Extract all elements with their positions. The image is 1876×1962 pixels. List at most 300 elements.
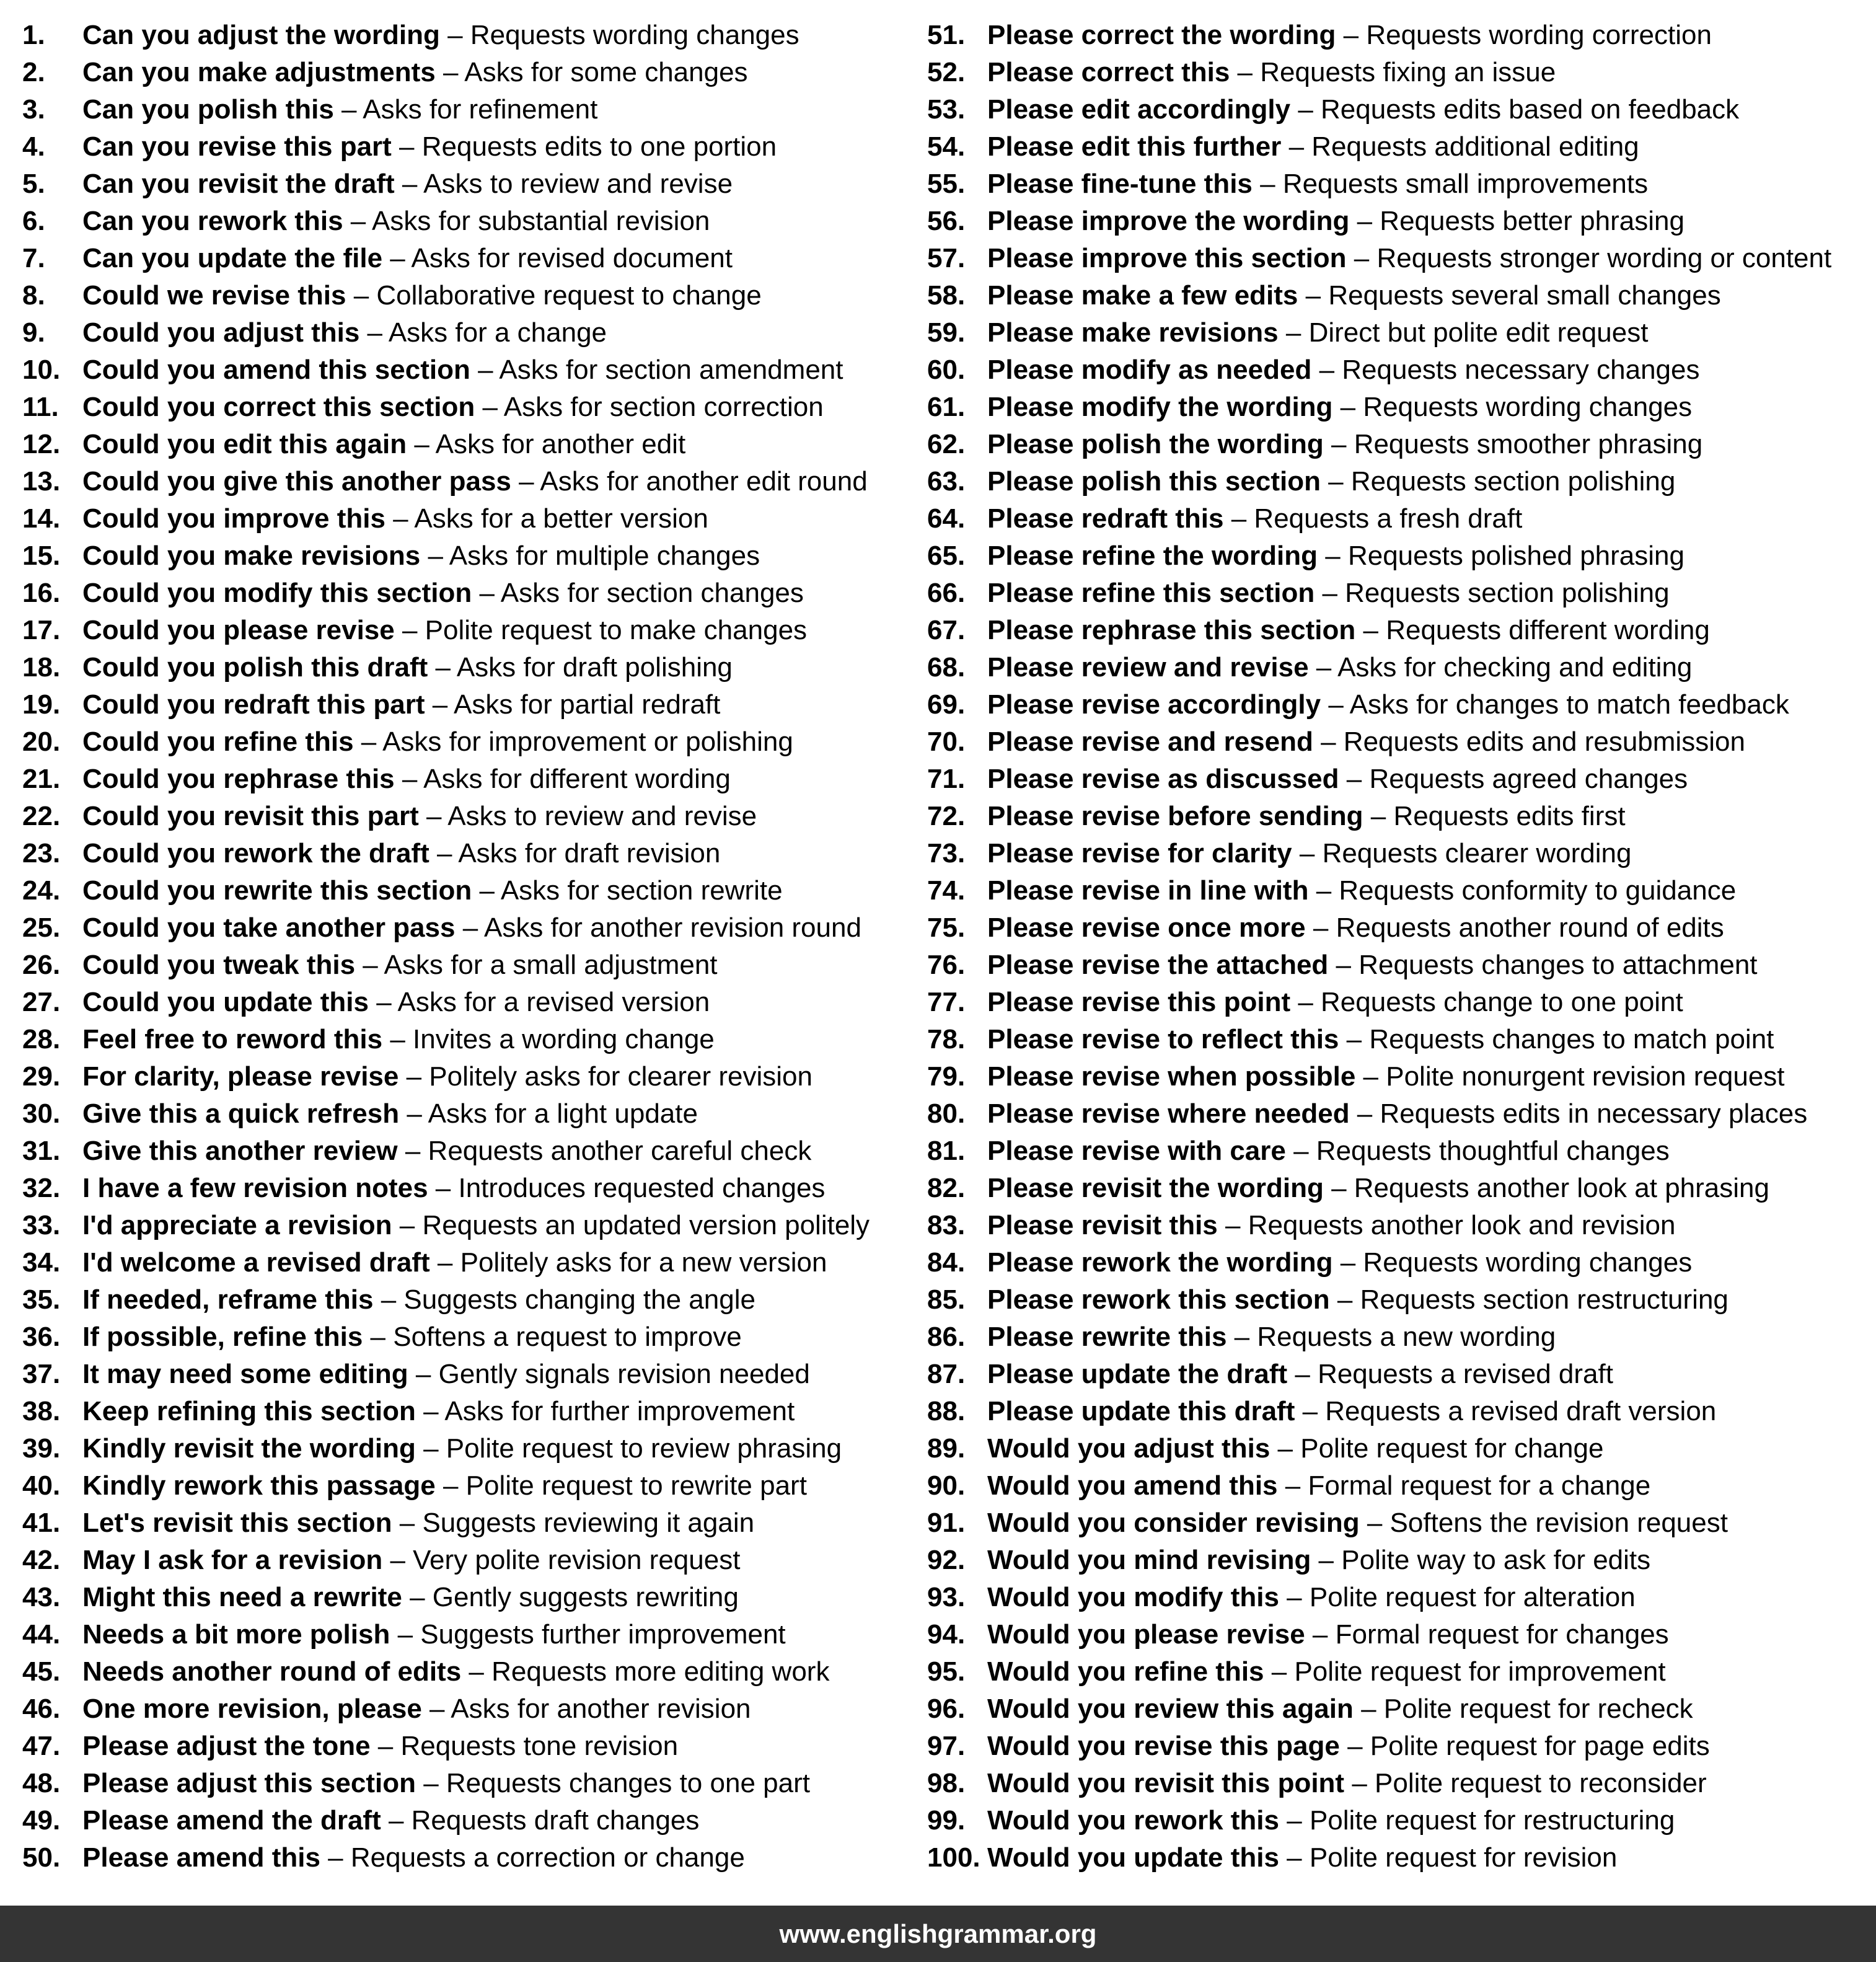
list-item xyxy=(927,761,1869,798)
item-separator: – xyxy=(390,1619,421,1650)
item-separator: – xyxy=(415,1433,446,1464)
item-text xyxy=(82,686,720,723)
list-item xyxy=(927,723,1869,761)
item-phrase: Can you revise this part xyxy=(82,131,392,162)
item-phrase: If needed, reframe this xyxy=(82,1284,374,1315)
item-text xyxy=(987,463,1675,500)
item-phrase: Please revise when possible xyxy=(987,1061,1356,1092)
item-number: 36. xyxy=(22,1322,61,1352)
item-separator: – xyxy=(421,1694,451,1724)
item-phrase: Would you update this xyxy=(987,1842,1279,1873)
item-separator: – xyxy=(1264,1656,1295,1687)
item-phrase: Please revise the attached xyxy=(987,950,1329,980)
item-phrase: Please revise for clarity xyxy=(987,838,1292,868)
item-text xyxy=(987,947,1758,984)
item-number: 94. xyxy=(927,1619,966,1650)
item-phrase: Could you rephrase this xyxy=(82,764,395,794)
item-description: Requests stronger wording or content xyxy=(1376,243,1832,273)
item-separator: – xyxy=(472,875,501,906)
item-number: 9. xyxy=(22,317,45,348)
list-item xyxy=(927,1430,1869,1467)
item-number: 13. xyxy=(22,466,61,497)
item-number: 42. xyxy=(22,1545,61,1575)
item-phrase: Please polish this section xyxy=(987,466,1321,497)
item-description: Asks for improvement or polishing xyxy=(382,727,793,757)
item-text xyxy=(82,1058,812,1095)
list-item xyxy=(22,909,902,947)
item-description: Asks for a light update xyxy=(428,1098,698,1129)
item-text xyxy=(987,612,1710,649)
item-number: 66. xyxy=(927,578,966,608)
item-phrase: Kindly rework this passage xyxy=(82,1470,436,1501)
item-phrase: Please revise before sending xyxy=(987,801,1363,831)
item-text xyxy=(82,1133,811,1170)
item-phrase: Please edit this further xyxy=(987,131,1282,162)
item-number: 30. xyxy=(22,1098,61,1129)
list-item xyxy=(22,277,902,314)
item-text xyxy=(82,1579,739,1616)
list-item xyxy=(22,1579,902,1616)
item-text xyxy=(987,1281,1728,1319)
item-phrase: Could you update this xyxy=(82,987,369,1017)
item-separator: – xyxy=(373,1284,404,1315)
item-separator: – xyxy=(1305,913,1336,943)
item-separator: – xyxy=(1363,801,1394,831)
list-item xyxy=(927,1281,1869,1319)
item-phrase: I have a few revision notes xyxy=(82,1173,428,1203)
item-text xyxy=(987,1319,1556,1356)
item-phrase: Would you refine this xyxy=(987,1656,1264,1687)
item-text xyxy=(82,426,685,463)
item-number: 32. xyxy=(22,1173,61,1203)
list-item xyxy=(22,1021,902,1058)
item-separator: – xyxy=(355,950,384,980)
item-separator: – xyxy=(1278,317,1309,348)
item-phrase: Let's revisit this section xyxy=(82,1508,392,1538)
item-description: Requests thoughtful changes xyxy=(1316,1136,1670,1166)
item-text xyxy=(987,1542,1650,1579)
item-separator: – xyxy=(1353,1694,1384,1724)
list-item xyxy=(927,872,1869,909)
list-item xyxy=(22,1170,902,1207)
item-text xyxy=(82,1690,751,1728)
item-description: Requests a revised draft xyxy=(1318,1359,1613,1389)
item-description: Asks for a revised version xyxy=(397,987,710,1017)
item-number: 18. xyxy=(22,652,61,683)
list-item xyxy=(927,686,1869,723)
list-item xyxy=(22,17,902,54)
item-number: 21. xyxy=(22,764,61,794)
item-text xyxy=(987,872,1736,909)
item-description: Asks for another revision round xyxy=(483,913,861,943)
item-number: 10. xyxy=(22,355,61,385)
list-item xyxy=(927,1058,1869,1095)
list-item xyxy=(22,1690,902,1728)
item-number: 22. xyxy=(22,801,61,831)
item-description: Requests more editing work xyxy=(491,1656,830,1687)
item-description: Requests necessary changes xyxy=(1342,355,1700,385)
item-description: Polite request for change xyxy=(1300,1433,1604,1464)
item-description: Asks for section amendment xyxy=(499,355,843,385)
item-description: Requests wording changes xyxy=(1363,1247,1693,1278)
item-phrase: Please rework this section xyxy=(987,1284,1330,1315)
item-text xyxy=(987,686,1789,723)
item-number: 57. xyxy=(927,243,966,273)
item-text xyxy=(987,1653,1666,1690)
item-separator: – xyxy=(1318,541,1348,571)
item-description: Direct but polite edit request xyxy=(1308,317,1649,348)
item-separator: – xyxy=(1290,94,1321,125)
item-description: Requests conformity to guidance xyxy=(1339,875,1737,906)
list-item xyxy=(927,1244,1869,1281)
item-number: 87. xyxy=(927,1359,966,1389)
list-item xyxy=(927,351,1869,389)
list-item xyxy=(927,389,1869,426)
item-description: Very polite revision request xyxy=(413,1545,741,1575)
list-item xyxy=(22,1430,902,1467)
item-phrase: Could you give this another pass xyxy=(82,466,511,497)
item-phrase: Please correct this xyxy=(987,57,1230,87)
item-description: Asks for another revision xyxy=(451,1694,751,1724)
item-text xyxy=(987,277,1721,314)
list-item xyxy=(927,1095,1869,1133)
item-number: 85. xyxy=(927,1284,966,1315)
item-description: Requests edits in necessary places xyxy=(1380,1098,1808,1129)
item-number: 47. xyxy=(22,1731,61,1761)
item-number: 67. xyxy=(927,615,966,645)
list-item xyxy=(927,203,1869,240)
item-description: Asks to review and revise xyxy=(423,169,733,199)
list-item xyxy=(927,1802,1869,1839)
item-number: 54. xyxy=(927,131,966,162)
list-item xyxy=(927,463,1869,500)
item-phrase: Please refine the wording xyxy=(987,541,1318,571)
item-separator: – xyxy=(1295,1396,1326,1426)
item-text xyxy=(987,500,1522,537)
item-phrase: Please revise to reflect this xyxy=(987,1024,1339,1054)
item-number: 24. xyxy=(22,875,61,906)
item-number: 38. xyxy=(22,1396,61,1426)
item-text xyxy=(82,1319,742,1356)
list-item xyxy=(22,575,902,612)
list-item xyxy=(927,17,1869,54)
item-description: Asks for checking and editing xyxy=(1337,652,1693,683)
item-description: Asks for revised document xyxy=(411,243,733,273)
list-item xyxy=(927,1839,1869,1876)
item-text xyxy=(987,723,1745,761)
item-phrase: Please review and revise xyxy=(987,652,1309,683)
item-text xyxy=(987,1802,1675,1839)
item-description: Asks for section rewrite xyxy=(500,875,783,906)
item-separator: – xyxy=(1321,689,1350,720)
list-item xyxy=(22,91,902,128)
item-phrase: Please revise in line with xyxy=(987,875,1309,906)
item-description: Requests several small changes xyxy=(1328,280,1721,311)
item-text xyxy=(82,240,733,277)
item-number: 46. xyxy=(22,1694,61,1724)
list-item xyxy=(22,1244,902,1281)
item-text xyxy=(987,240,1831,277)
item-phrase: Would you rework this xyxy=(987,1805,1280,1836)
item-number: 26. xyxy=(22,950,61,980)
item-number: 52. xyxy=(927,57,966,87)
item-text xyxy=(82,984,710,1021)
item-separator: – xyxy=(1328,950,1359,980)
list-item xyxy=(927,1690,1869,1728)
item-number: 33. xyxy=(22,1210,61,1240)
list-item xyxy=(22,54,902,91)
item-description: Requests changes to one part xyxy=(446,1768,810,1798)
item-number: 35. xyxy=(22,1284,61,1315)
item-number: 86. xyxy=(927,1322,966,1352)
item-text xyxy=(82,1467,807,1505)
item-description: Asks for draft revision xyxy=(458,838,721,868)
item-number: 37. xyxy=(22,1359,61,1389)
item-description: Polite request to make changes xyxy=(425,615,808,645)
item-description: Softens the revision request xyxy=(1389,1508,1728,1538)
item-phrase: Please redraft this xyxy=(987,503,1224,534)
item-number: 72. xyxy=(927,801,966,831)
item-description: Requests section polishing xyxy=(1345,578,1670,608)
item-text xyxy=(987,54,1556,91)
item-text xyxy=(987,1690,1693,1728)
item-phrase: Could you take another pass xyxy=(82,913,456,943)
list-item xyxy=(22,1802,902,1839)
list-item xyxy=(927,91,1869,128)
item-description: Asks for some changes xyxy=(464,57,748,87)
item-separator: – xyxy=(455,913,484,943)
item-number: 62. xyxy=(927,429,966,459)
item-text xyxy=(82,872,783,909)
item-separator: – xyxy=(1339,1731,1370,1761)
item-description: Asks for different wording xyxy=(423,764,731,794)
item-description: Requests wording changes xyxy=(1363,392,1693,422)
item-number: 31. xyxy=(22,1136,61,1166)
item-separator: – xyxy=(1230,57,1261,87)
item-description: Formal request for a change xyxy=(1308,1470,1651,1501)
item-number: 45. xyxy=(22,1656,61,1687)
item-text xyxy=(82,1616,786,1653)
item-text xyxy=(82,389,824,426)
item-separator: – xyxy=(1305,1619,1336,1650)
item-phrase: Could you improve this xyxy=(82,503,385,534)
item-separator: – xyxy=(1281,131,1312,162)
item-separator: – xyxy=(1320,466,1351,497)
item-description: Requests section polishing xyxy=(1350,466,1676,497)
item-number: 34. xyxy=(22,1247,61,1278)
item-phrase: Please revisit this xyxy=(987,1210,1218,1240)
list-item xyxy=(927,1356,1869,1393)
list-item xyxy=(22,203,902,240)
item-phrase: Please modify the wording xyxy=(987,392,1333,422)
item-text xyxy=(82,1728,678,1765)
item-phrase: Would you amend this xyxy=(987,1470,1278,1501)
item-description: Requests an updated version politely xyxy=(422,1210,870,1240)
item-text xyxy=(987,389,1692,426)
item-number: 95. xyxy=(927,1656,966,1687)
item-separator: – xyxy=(428,1173,459,1203)
item-number: 39. xyxy=(22,1433,61,1464)
list-item xyxy=(22,1319,902,1356)
item-description: Gently signals revision needed xyxy=(438,1359,810,1389)
item-text xyxy=(987,1095,1807,1133)
item-phrase: One more revision, please xyxy=(82,1694,422,1724)
item-separator: – xyxy=(320,1842,351,1873)
item-text xyxy=(987,761,1688,798)
item-description: Requests changes to match point xyxy=(1369,1024,1774,1054)
item-phrase: Needs a bit more polish xyxy=(82,1619,390,1650)
item-separator: – xyxy=(363,1322,394,1352)
item-text xyxy=(987,1170,1769,1207)
item-description: Requests section restructuring xyxy=(1360,1284,1728,1315)
item-description: Requests another look and revision xyxy=(1248,1210,1676,1240)
list-item xyxy=(927,277,1869,314)
list-item xyxy=(927,984,1869,1021)
item-separator: – xyxy=(407,429,436,459)
list-item xyxy=(927,947,1869,984)
item-description: Asks for changes to match feedback xyxy=(1349,689,1789,720)
item-text xyxy=(987,1765,1707,1802)
list-item xyxy=(22,240,902,277)
item-separator: – xyxy=(399,1098,428,1129)
item-number: 12. xyxy=(22,429,61,459)
item-text xyxy=(82,1542,740,1579)
list-item xyxy=(22,1616,902,1653)
item-description: Softens a request to improve xyxy=(393,1322,742,1352)
item-phrase: Could you revisit this part xyxy=(82,801,419,831)
item-separator: – xyxy=(1329,1284,1360,1315)
item-text xyxy=(82,1839,745,1876)
item-phrase: Please amend this xyxy=(82,1842,320,1873)
item-description: Requests another careful check xyxy=(428,1136,812,1166)
item-number: 48. xyxy=(22,1768,61,1798)
item-text xyxy=(82,54,748,91)
item-number: 83. xyxy=(927,1210,966,1240)
list-item xyxy=(927,537,1869,575)
item-number: 40. xyxy=(22,1470,61,1501)
list-item xyxy=(927,909,1869,947)
item-separator: – xyxy=(461,1656,492,1687)
list-item xyxy=(22,1393,902,1430)
item-number: 84. xyxy=(927,1247,966,1278)
item-description: Requests a fresh draft xyxy=(1254,503,1523,534)
item-text xyxy=(82,798,757,835)
item-description: Polite request to rewrite part xyxy=(465,1470,807,1501)
item-description: Requests change to one point xyxy=(1321,987,1683,1017)
item-phrase: Please improve the wording xyxy=(987,206,1350,236)
item-separator: – xyxy=(1252,169,1283,199)
item-separator: – xyxy=(428,652,457,683)
item-text xyxy=(987,1505,1728,1542)
item-number: 68. xyxy=(927,652,966,683)
item-phrase: Would you modify this xyxy=(987,1582,1279,1612)
item-phrase: Could you polish this draft xyxy=(82,652,428,683)
item-phrase: Please rephrase this section xyxy=(987,615,1356,645)
item-separator: – xyxy=(397,1136,428,1166)
list-item xyxy=(927,1616,1869,1653)
item-separator: – xyxy=(1287,1359,1318,1389)
item-description: Requests another look at phrasing xyxy=(1354,1173,1769,1203)
list-item xyxy=(22,166,902,203)
item-number: 91. xyxy=(927,1508,966,1538)
item-text xyxy=(82,17,799,54)
item-number: 98. xyxy=(927,1768,966,1798)
item-phrase: Could you rewrite this section xyxy=(82,875,472,906)
list-item xyxy=(927,612,1869,649)
item-description: Asks for partial redraft xyxy=(453,689,721,720)
item-text xyxy=(82,1430,842,1467)
item-separator: – xyxy=(343,206,372,236)
item-text xyxy=(987,835,1632,872)
item-number: 44. xyxy=(22,1619,61,1650)
list-item xyxy=(22,1356,902,1393)
item-phrase: Can you update the file xyxy=(82,243,383,273)
item-number: 73. xyxy=(927,838,966,868)
list-item xyxy=(22,686,902,723)
list-item xyxy=(927,240,1869,277)
item-description: Asks for a better version xyxy=(414,503,708,534)
item-number: 99. xyxy=(927,1805,966,1836)
list-item xyxy=(22,537,902,575)
list-item xyxy=(927,1542,1869,1579)
item-number: 56. xyxy=(927,206,966,236)
item-separator: – xyxy=(1355,615,1386,645)
item-description: Asks for substantial revision xyxy=(372,206,710,236)
item-description: Requests small improvements xyxy=(1282,169,1649,199)
list-item xyxy=(22,761,902,798)
item-description: Introduces requested changes xyxy=(458,1173,826,1203)
item-description: Requests edits and resubmission xyxy=(1343,727,1745,757)
list-item xyxy=(22,351,902,389)
list-item xyxy=(22,1281,902,1319)
item-description: Politely asks for clearer revision xyxy=(429,1061,812,1092)
footer-url[interactable]: www.englishgrammar.org xyxy=(779,1919,1097,1948)
item-separator: – xyxy=(472,578,501,608)
item-separator: – xyxy=(1223,503,1254,534)
item-text xyxy=(82,166,733,203)
item-description: Requests another round of edits xyxy=(1336,913,1724,943)
item-separator: – xyxy=(394,615,425,645)
item-text xyxy=(82,1356,810,1393)
item-number: 5. xyxy=(22,169,45,199)
item-text xyxy=(82,649,733,686)
item-separator: – xyxy=(333,94,363,125)
item-number: 41. xyxy=(22,1508,61,1538)
item-number: 20. xyxy=(22,727,61,757)
list-item xyxy=(22,128,902,166)
item-phrase: Can you make adjustments xyxy=(82,57,436,87)
list-item xyxy=(22,426,902,463)
item-phrase: Please update the draft xyxy=(987,1359,1288,1389)
item-separator: – xyxy=(381,1805,412,1836)
item-number: 15. xyxy=(22,541,61,571)
item-separator: – xyxy=(435,1470,466,1501)
item-description: Polite request for page edits xyxy=(1370,1731,1710,1761)
item-text xyxy=(987,1467,1650,1505)
item-number: 92. xyxy=(927,1545,966,1575)
item-text xyxy=(82,1393,795,1430)
item-separator: – xyxy=(475,392,504,422)
item-number: 4. xyxy=(22,131,45,162)
item-text xyxy=(987,351,1700,389)
item-text xyxy=(82,537,760,575)
item-number: 96. xyxy=(927,1694,966,1724)
item-separator: – xyxy=(420,541,449,571)
item-text xyxy=(987,91,1739,128)
item-description: Requests tone revision xyxy=(400,1731,679,1761)
item-phrase: Needs another round of edits xyxy=(82,1656,462,1687)
list-item xyxy=(22,500,902,537)
